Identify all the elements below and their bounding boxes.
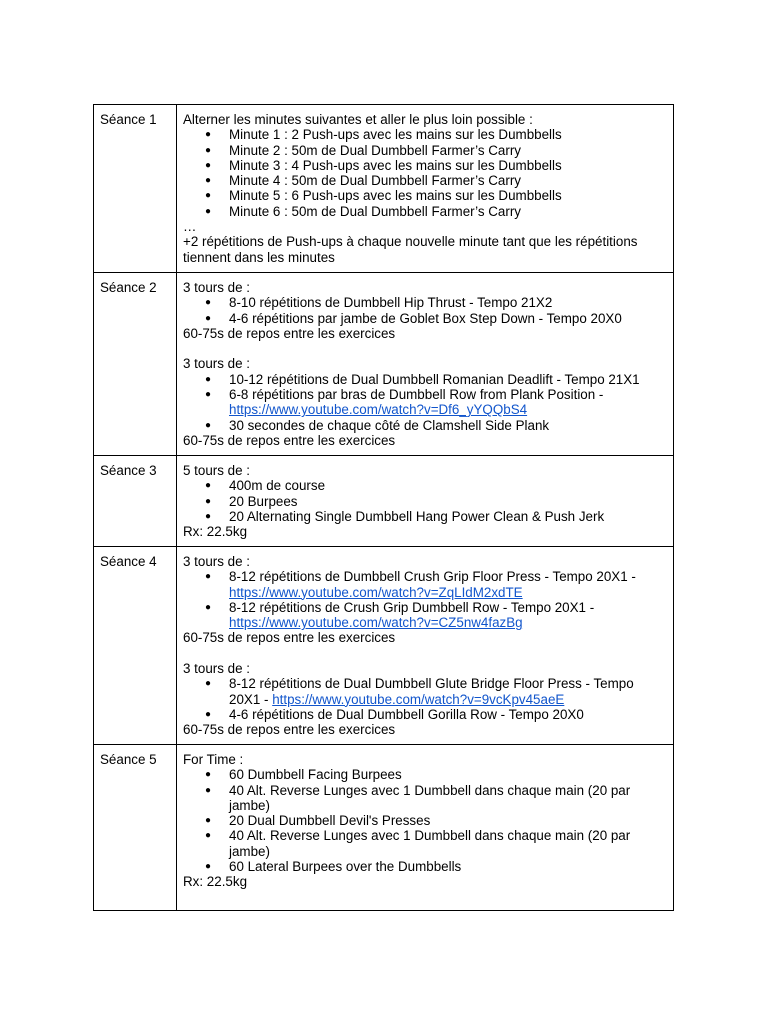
session-content bbox=[177, 273, 674, 456]
bullet-list bbox=[183, 478, 667, 524]
bullet-list bbox=[183, 569, 667, 630]
ellipsis-text: … bbox=[183, 219, 197, 235]
list-item-text: 8-12 répétitions de Dual Dumbbell Glute Bridge Floor Press - Tempo 20X1 - bbox=[229, 676, 634, 707]
rest-text: 60-75s de repos entre les exercices bbox=[183, 722, 396, 738]
bullet-list bbox=[183, 295, 667, 326]
list-item bbox=[229, 387, 667, 418]
rest-text: 60-75s de repos entre les exercices bbox=[183, 325, 396, 341]
list-item: ● 30 secondes de chaque côté de Clamshell Side Plank bbox=[229, 418, 667, 433]
list-item: ● 20 Dual Dumbbell Devil's Presses bbox=[229, 813, 667, 828]
session-label: Séance 1 bbox=[94, 105, 177, 273]
session-note: +2 répétitions de Push-ups à chaque nouvelle minute tant que les répétitions tiennent dans les minutes bbox=[183, 234, 638, 265]
list-item: ● Minute 6 : 50m de Dual Dumbbell Farmer’s Carry bbox=[229, 204, 667, 219]
youtube-link[interactable]: https://www.youtube.com/watch?v=ZqLIdM2xdTE bbox=[229, 584, 523, 600]
bullet-list bbox=[183, 676, 667, 722]
list-item: ● 10-12 répétitions de Dual Dumbbell Romanian Deadlift - Tempo 21X1 bbox=[229, 372, 667, 387]
session-label: Séance 5 bbox=[94, 745, 177, 911]
list-item: ● 40 Alt. Reverse Lunges avec 1 Dumbbell dans chaque main (20 par jambe) bbox=[229, 783, 667, 814]
rest-text: 60-75s de repos entre les exercices bbox=[183, 630, 396, 646]
rest-text: 60-75s de repos entre les exercices bbox=[183, 432, 396, 448]
list-item: ● 60 Dumbbell Facing Burpees bbox=[229, 767, 667, 782]
list-item bbox=[229, 600, 667, 631]
list-item: ● Minute 3 : 4 Push-ups avec les mains sur les Dumbbells bbox=[229, 158, 667, 173]
block-heading: 3 tours de : bbox=[183, 661, 250, 677]
list-item: ● Minute 2 : 50m de Dual Dumbbell Farmer’s Carry bbox=[229, 143, 667, 158]
workout-table bbox=[93, 104, 674, 911]
session-label: Séance 2 bbox=[94, 273, 177, 456]
list-item-text: 6-8 répétitions par bras de Dumbbell Row from Plank Position - bbox=[229, 387, 604, 403]
session-intro: Alterner les minutes suivantes et aller le plus loin possible : bbox=[183, 112, 533, 127]
list-item-text: 8-12 répétitions de Dumbbell Crush Grip Floor Press - Tempo 20X1 - bbox=[229, 569, 636, 585]
session-label: Séance 4 bbox=[94, 547, 177, 745]
list-item: ● 60 Lateral Burpees over the Dumbbells bbox=[229, 859, 667, 874]
block-heading: 3 tours de : bbox=[183, 554, 250, 569]
list-item bbox=[229, 676, 667, 707]
list-item-text: 8-12 répétitions de Crush Grip Dumbbell Row - Tempo 20X1 - bbox=[229, 599, 595, 615]
session-content bbox=[177, 105, 674, 273]
session-content bbox=[177, 745, 674, 911]
rx-text: Rx: 22.5kg bbox=[183, 874, 248, 890]
session-content bbox=[177, 547, 674, 745]
list-item: ● 20 Burpees bbox=[229, 494, 667, 509]
table-row-seance-5 bbox=[94, 745, 674, 911]
list-item: ● 40 Alt. Reverse Lunges avec 1 Dumbbell dans chaque main (20 par jambe) bbox=[229, 828, 667, 859]
block-heading: For Time : bbox=[183, 752, 244, 767]
list-item bbox=[229, 569, 667, 600]
table-row-seance-2 bbox=[94, 273, 674, 456]
bullet-list bbox=[183, 767, 667, 874]
session-content bbox=[177, 456, 674, 547]
youtube-link[interactable]: https://www.youtube.com/watch?v=9vcKpv45aeE bbox=[272, 691, 565, 707]
youtube-link[interactable]: https://www.youtube.com/watch?v=Df6_yYQQbS4 bbox=[229, 402, 528, 418]
list-item: ● Minute 1 : 2 Push-ups avec les mains sur les Dumbbells bbox=[229, 127, 667, 142]
list-item: ● 4-6 répétitions de Dual Dumbbell Gorilla Row - Tempo 20X0 bbox=[229, 707, 667, 722]
table-row-seance-4 bbox=[94, 547, 674, 745]
rx-text: Rx: 22.5kg bbox=[183, 524, 248, 540]
spacer bbox=[183, 341, 667, 356]
table-row-seance-1 bbox=[94, 105, 674, 273]
bullet-list bbox=[183, 372, 667, 433]
list-item: ● 4-6 répétitions par jambe de Goblet Box Step Down - Tempo 20X0 bbox=[229, 311, 667, 326]
list-item: ● 20 Alternating Single Dumbbell Hang Power Clean & Push Jerk bbox=[229, 509, 667, 524]
block-heading: 5 tours de : bbox=[183, 463, 250, 478]
list-item: ● Minute 4 : 50m de Dual Dumbbell Farmer’s Carry bbox=[229, 173, 667, 188]
session-label: Séance 3 bbox=[94, 456, 177, 547]
youtube-link[interactable]: https://www.youtube.com/watch?v=CZ5nw4fazBg bbox=[229, 615, 523, 631]
list-item: ● 400m de course bbox=[229, 478, 667, 493]
list-item: ● 8-10 répétitions de Dumbbell Hip Thrust - Tempo 21X2 bbox=[229, 295, 667, 310]
block-heading: 3 tours de : bbox=[183, 280, 250, 295]
table-row-seance-3 bbox=[94, 456, 674, 547]
block-heading: 3 tours de : bbox=[183, 356, 250, 372]
bullet-list bbox=[183, 127, 667, 219]
list-item: ● Minute 5 : 6 Push-ups avec les mains sur les Dumbbells bbox=[229, 188, 667, 203]
spacer bbox=[183, 646, 667, 661]
